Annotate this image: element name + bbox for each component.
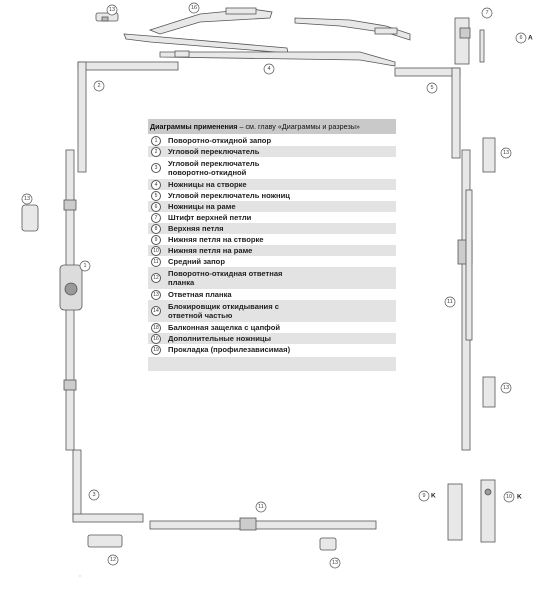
callout-2: 2 bbox=[97, 83, 101, 89]
legend-item-label: Угловой переключатель поворотно-откидной bbox=[168, 159, 260, 177]
part-bottom-lock-cam bbox=[240, 518, 256, 530]
legend-row bbox=[148, 234, 396, 245]
legend-item-number: 9 bbox=[151, 235, 161, 245]
callout-6: 6 bbox=[519, 35, 523, 41]
callout-10: 10 bbox=[505, 494, 513, 500]
part-handle-spindle bbox=[65, 283, 77, 295]
legend-row bbox=[148, 135, 396, 146]
part-top-left-horizontal bbox=[78, 62, 178, 70]
legend-item-number: 16 bbox=[151, 334, 161, 344]
legend-item-label: Ножницы на раме bbox=[168, 202, 236, 211]
legend-item-number: 3 bbox=[151, 163, 161, 173]
legend-item-number: 4 bbox=[151, 180, 161, 190]
legend-item-number: 10 bbox=[151, 246, 161, 256]
legend-item-label: Угловой переключатель bbox=[168, 147, 260, 156]
callout-11-bottom: 11 bbox=[258, 504, 264, 510]
part-frame-hinge-screw bbox=[485, 489, 491, 495]
letter-a: A bbox=[528, 34, 533, 42]
legend-item-label: Нижняя петля на раме bbox=[168, 246, 253, 255]
callout-13-right-lower: 13 bbox=[502, 385, 510, 391]
legend-table bbox=[148, 119, 396, 391]
legend-item-label: Средний запор bbox=[168, 257, 225, 266]
legend-item-number: 6 bbox=[151, 202, 161, 212]
legend-row bbox=[148, 223, 396, 234]
part-left-strike bbox=[22, 205, 38, 231]
callout-9: 9 bbox=[422, 493, 426, 499]
legend-item-label: Ножницы на створке bbox=[168, 180, 247, 189]
callout-13-right-upper: 13 bbox=[502, 150, 510, 156]
part-bottom-strike bbox=[320, 538, 336, 550]
part-bottom-left-horizontal bbox=[73, 514, 143, 522]
legend-empty-row bbox=[148, 357, 396, 371]
legend-row bbox=[148, 289, 396, 300]
part-bottom-tilt-strike bbox=[88, 535, 122, 547]
callout-12: 12 bbox=[109, 557, 117, 563]
callout-1: 1 bbox=[83, 263, 87, 269]
legend-item-number: 19 bbox=[151, 345, 161, 355]
legend-item-label: Поворотно-откидной запор bbox=[168, 136, 272, 145]
legend-title-rest: – см. главу «Диаграммы и разрезы» bbox=[237, 122, 360, 131]
legend-item-label: Ответная планка bbox=[168, 290, 232, 299]
legend-row bbox=[148, 245, 396, 256]
legend-item-number: 8 bbox=[151, 224, 161, 234]
part-top-left-vertical bbox=[78, 62, 86, 172]
part-right-rod bbox=[466, 190, 472, 340]
part-bottom-middle-lock bbox=[150, 521, 376, 529]
part-right-strike-upper bbox=[483, 138, 495, 172]
legend-header bbox=[148, 119, 396, 134]
part-lock-cam-1 bbox=[64, 200, 76, 210]
legend-item-number: 1 bbox=[151, 136, 161, 146]
legend-item-label: Дополнительные ножницы bbox=[168, 334, 272, 343]
callout-5: 5 bbox=[430, 85, 434, 91]
legend-item-number: 11 bbox=[151, 257, 161, 267]
legend-item-number: 14 bbox=[151, 306, 161, 316]
callout-7: 7 bbox=[485, 10, 489, 16]
part-sash-scissors-block bbox=[175, 51, 189, 57]
part-frame-scissors-block bbox=[375, 28, 397, 34]
part-top-hinge-detail bbox=[460, 28, 470, 38]
part-top-hinge bbox=[455, 18, 469, 64]
callout-16: 16 bbox=[190, 5, 198, 11]
legend-item-label: Угловой переключатель ножниц bbox=[168, 191, 290, 200]
part-top-right-horizontal bbox=[395, 68, 460, 76]
legend-item-label: Блокировщик откидывания с ответной частью bbox=[168, 302, 279, 320]
part-top-right-vertical bbox=[452, 68, 460, 158]
legend-row bbox=[148, 322, 396, 333]
legend-row bbox=[148, 344, 396, 355]
legend-item-label: Прокладка (профилезависимая) bbox=[168, 345, 291, 354]
callout-3: 3 bbox=[92, 492, 96, 498]
callout-11-right: 11 bbox=[447, 299, 453, 305]
legend-row bbox=[148, 267, 396, 289]
legend-row bbox=[148, 201, 396, 212]
part-right-strike-lower bbox=[483, 377, 495, 407]
callout-13-top: 13 bbox=[108, 7, 116, 13]
part-sash-bottom-hinge bbox=[448, 484, 462, 540]
callout-4: 4 bbox=[267, 66, 271, 72]
legend-row bbox=[148, 300, 396, 322]
callout-13-left: 13 bbox=[23, 196, 31, 202]
legend-row bbox=[148, 212, 396, 223]
legend-title-bold: Диаграммы применения bbox=[150, 122, 238, 131]
legend-row bbox=[148, 190, 396, 201]
legend-item-label: Поворотно-откидная ответная планка bbox=[168, 269, 283, 287]
legend-item-number: 5 bbox=[151, 191, 161, 201]
legend-row bbox=[148, 157, 396, 179]
legend-item-number: 7 bbox=[151, 213, 161, 223]
legend-item-label: Штифт верхней петли bbox=[168, 213, 252, 222]
letter-k-left: K bbox=[431, 492, 436, 500]
legend-item-label: Балконная защелка с цапфой bbox=[168, 323, 281, 332]
legend-item-label: Нижняя петля на створке bbox=[168, 235, 264, 244]
part-bottom-left-vertical bbox=[73, 450, 81, 520]
part-strike-plate-top-detail bbox=[102, 17, 108, 21]
part-hinge-pin bbox=[480, 30, 484, 62]
legend-item-number: 2 bbox=[151, 147, 161, 157]
legend-row bbox=[148, 333, 396, 344]
legend-item-number: 13 bbox=[151, 290, 161, 300]
part-extra-scissors-plate bbox=[226, 8, 256, 14]
part-top-rod bbox=[124, 34, 288, 53]
legend-item-number: 18 bbox=[151, 323, 161, 333]
legend-row bbox=[148, 179, 396, 190]
legend-row bbox=[148, 146, 396, 157]
legend-item-number: 12 bbox=[151, 273, 161, 283]
letter-k-right: K bbox=[517, 493, 522, 501]
callout-13-bottom: 13 bbox=[331, 560, 339, 566]
part-lock-cam-2 bbox=[64, 380, 76, 390]
legend-item-label: Верхняя петля bbox=[168, 224, 224, 233]
part-sash-scissors bbox=[160, 52, 395, 66]
legend-row bbox=[148, 256, 396, 267]
